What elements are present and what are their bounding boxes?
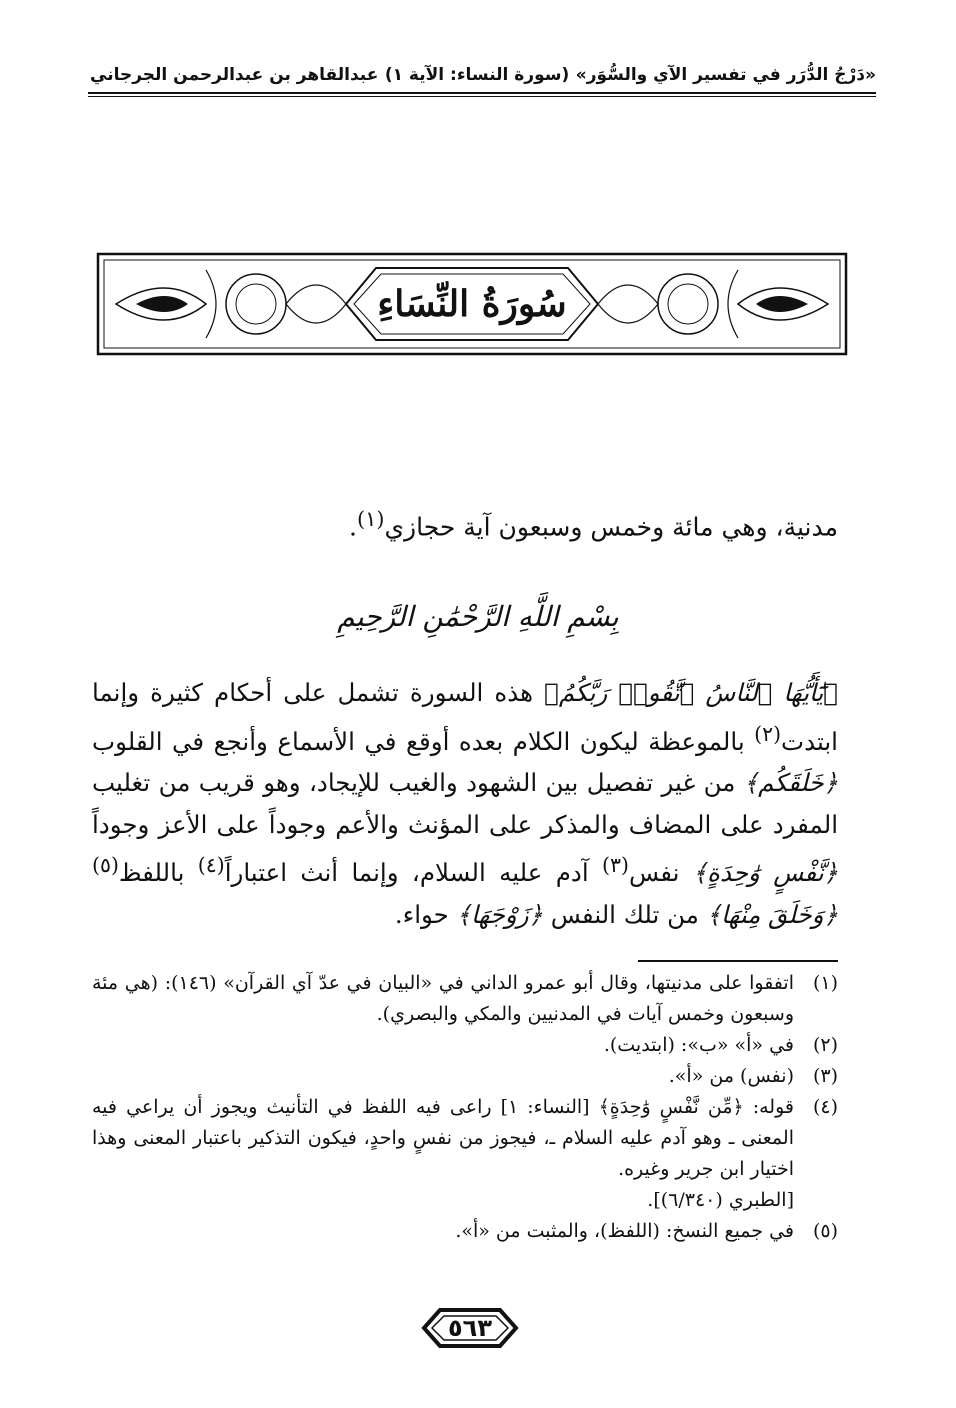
quran-quote: ﴿خَلَقَكُم﴾ <box>743 768 838 798</box>
footnote-source-ref: [الطبري (٦/٣٤٠)]. <box>647 1189 794 1211</box>
quran-quote: ﴿وَخَلَقَ مِنْهَا﴾ <box>706 899 838 929</box>
header-author: عبدالقاهر بن عبدالرحمن الجرجاني <box>90 65 379 85</box>
footnote-number: (٢) <box>812 1034 838 1056</box>
intro-end: . <box>349 512 357 542</box>
running-header <box>90 58 876 92</box>
footnote-rule <box>638 960 838 962</box>
footnote-number: (١) <box>812 972 838 994</box>
page-number-badge <box>420 1304 520 1352</box>
header-section: (سورة النساء: الآية ١) <box>384 65 570 85</box>
quran-quote: ﴿يَٰٓأَيُّهَا ٱلنَّاسُ ٱتَّقُوا۟ رَبَّكُمُ﴾ <box>544 678 838 707</box>
footnotes <box>92 968 838 1247</box>
quran-quote: ﴿زَوْجَهَا﴾ <box>456 899 543 929</box>
commentary-paragraph <box>92 672 838 935</box>
footnote <box>92 1030 838 1061</box>
footnote-number: (٣) <box>812 1065 838 1087</box>
footnote-text: قوله: ﴿مِّن نَّفْسٍ وَٰحِدَةٍ﴾ [النساء: ١] راعى فيه اللفظ في التأنيث ويجوز أن يراعي فيه المعنى ـ وهو آدم عليه السلام ـ، فيجوز من نفسٍ واحدٍ، فيكون التذكير باعتبار المعنى وهذا اختيار ابن جرير وغيره. <box>92 1096 794 1180</box>
commentary-text: باللفظ <box>118 858 198 888</box>
footnote-ref-3: (٣) <box>602 853 629 878</box>
footnote <box>92 1216 838 1247</box>
surah-title: سُورَةُ النِّسَاءِ <box>377 283 567 325</box>
footnote-ref-4: (٤) <box>197 853 225 878</box>
footnote-number: (٥) <box>812 1220 838 1242</box>
commentary-text: بالموعظة ليكون الكلام بعده أوقع في الأسماع وأنجع في القلوب <box>92 726 755 756</box>
commentary-text: نفس <box>628 858 693 888</box>
commentary-text: من غير تفصيل بين الشهود والغيب للإيجاد، وهو قريب من تغليب المفرد على المضاف والمذكر على المؤنث والأعم وجوداً على الأعز وجوداً <box>92 768 838 839</box>
footnote-text: في جميع النسخ: (اللفظ)، والمثبت من «أ». <box>455 1220 794 1242</box>
surah-banner <box>96 252 848 356</box>
commentary-text: هذه السورة تشمل على أحكام كثيرة وإنما ابتدت <box>92 678 838 756</box>
footnote-ref-2: (٢) <box>754 721 782 746</box>
basmala: بِسْمِ اللَّهِ الرَّحْمَٰنِ الرَّحِيمِ <box>337 600 619 633</box>
commentary-text: حواء. <box>394 899 457 929</box>
header-rule <box>88 92 876 94</box>
footnote <box>92 1092 838 1185</box>
header-book-title: «دَرْجُ الدُّرَر في تفسير الآي والسُّوَر» <box>575 65 876 85</box>
footnote-text: في «أ» «ب»: (ابتديت). <box>603 1034 794 1056</box>
footnote-text: اتفقوا على مدنيتها، وقال أبو عمرو الداني في «البيان في عدّ آي القرآن» (١٤٦): (هي مئة وسبعون وخمس آيات في المدنيين والمكي والبصري). <box>92 972 794 1025</box>
footnote-ref-5: (٥) <box>92 853 119 878</box>
commentary-text: من تلك النفس <box>542 899 707 929</box>
footnote <box>92 1061 838 1092</box>
commentary-text: آدم عليه السلام، وإنما أنث اعتباراً <box>224 858 603 888</box>
footnote-ref-1: (١) <box>356 507 385 531</box>
header-rule-thin <box>88 96 876 97</box>
surah-intro <box>120 496 838 550</box>
footnote <box>92 968 838 1030</box>
footnote-text: (نفس) من «أ». <box>668 1065 794 1087</box>
quran-quote: ﴿نَّفْسٍ وَٰحِدَةٍ﴾ <box>692 858 838 888</box>
intro-text: مدنية، وهي مائة وخمس وسبعون آية حجازي <box>384 512 838 542</box>
footnote-number: (٤) <box>812 1096 838 1118</box>
page-number: ٥٦٣ <box>448 1314 492 1342</box>
